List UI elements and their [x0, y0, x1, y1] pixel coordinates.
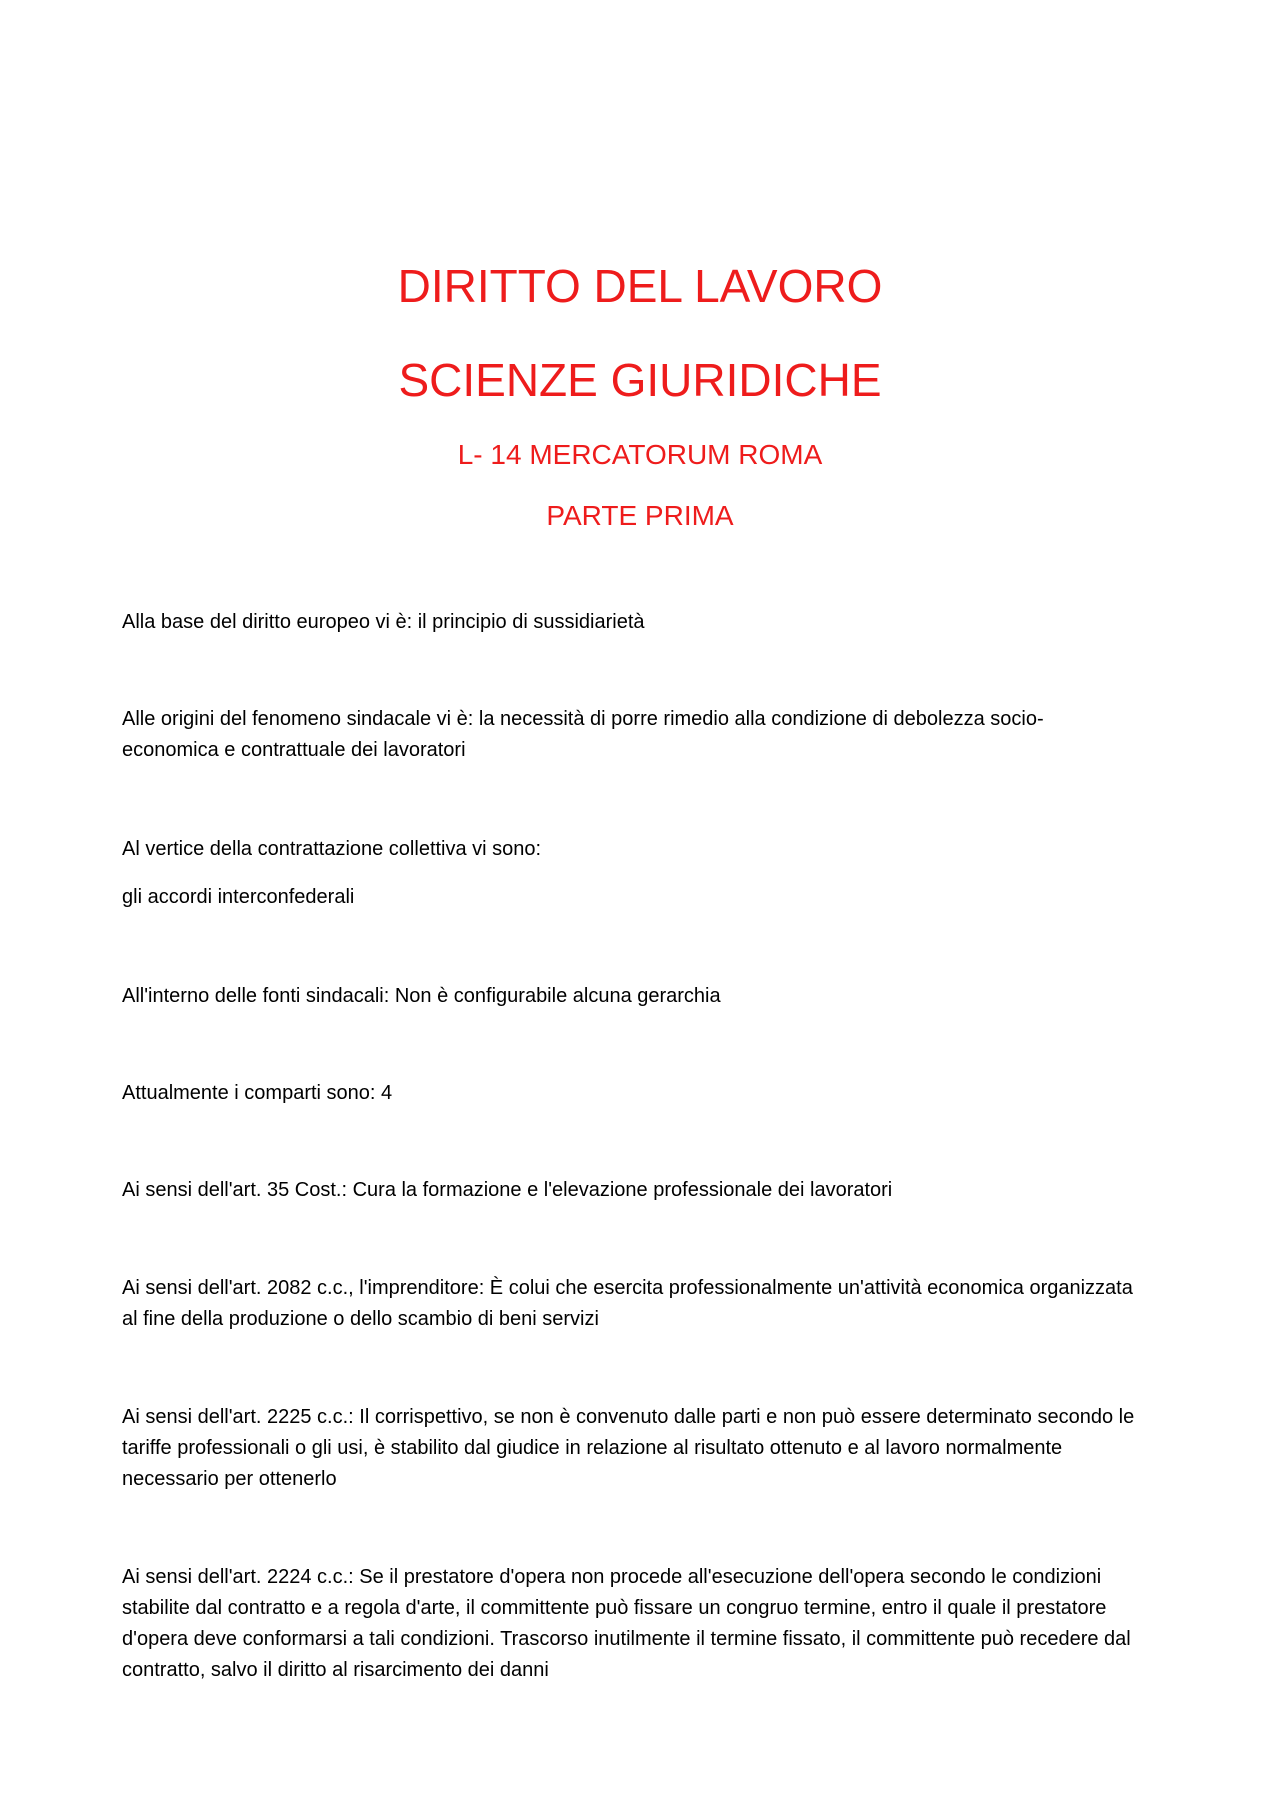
paragraph-vertice-contrattazione: Al vertice della contrattazione collettiva vi sono: — [122, 838, 542, 860]
paragraph-fonti-sindacali: All'interno delle fonti sindacali: Non è configurabile alcuna gerarchia — [122, 985, 721, 1007]
paragraph-art-2225: Ai sensi dell'art. 2225 c.c.: Il corrispettivo, se non è convenuto dalle parti e non può essere determinato secondo le tariffe professionali o gli usi, è stabilito dal giudice in relazione al risultato ottenuto e al lavoro normalmente necessario per ottenerlo — [122, 1406, 1135, 1490]
paragraph-art-35: Ai sensi dell'art. 35 Cost.: Cura la formazione e l'elevazione professionale dei lavoratori — [122, 1179, 893, 1201]
paragraph-origini-sindacale: Alle origini del fenomeno sindacale vi è: la necessità di porre rimedio alla condizione di debolezza socio-economica e contrattuale dei lavoratori — [122, 708, 1044, 761]
paragraph-comparti: Attualmente i comparti sono: 4 — [122, 1082, 393, 1104]
paragraph-sussidiarieta: Alla base del diritto europeo vi è: il principio di sussidiarietà — [122, 611, 645, 633]
paragraph-art-2224: Ai sensi dell'art. 2224 c.c.: Se il prestatore d'opera non procede all'esecuzione dell'opera secondo le condizioni stabilite dal contratto e a regola d'arte, il committente può fissare un congruo termine, entro il quale il prestatore d'opera deve conformarsi a tali condizioni. Trascorso inutilmente il termine fissato, il committente può recedere dal contratto, salvo il diritto al risarcimento dei danni — [122, 1566, 1131, 1681]
paragraph-accordi-interconfederali: gli accordi interconfederali — [122, 886, 355, 908]
paragraph-art-2082: Ai sensi dell'art. 2082 c.c., l'imprenditore: È colui che esercita professionalmente un'attività economica organizzata al fine della produzione o dello scambio di beni servizi — [122, 1277, 1133, 1330]
document-title: DIRITTO DEL LAVORO — [397, 260, 883, 312]
document-subtitle: SCIENZE GIURIDICHE — [398, 354, 882, 406]
course-label: L- 14 MERCATORUM ROMA — [457, 439, 823, 470]
part-label: PARTE PRIMA — [546, 500, 734, 531]
